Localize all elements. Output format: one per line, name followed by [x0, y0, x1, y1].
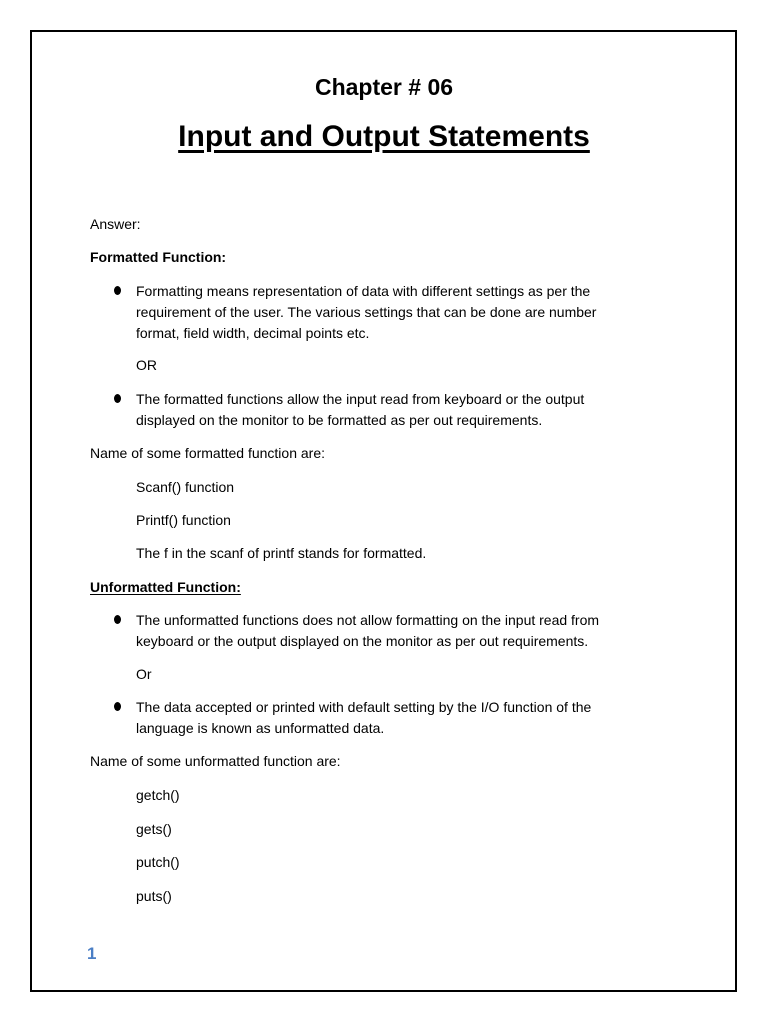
- formatted-item-note: The f in the scanf of printf stands for formatted.: [136, 545, 427, 561]
- formatted-heading: Formatted Function:: [90, 249, 227, 265]
- bullet-icon: [114, 286, 121, 295]
- unformatted-bullet-2-line-2: language is known as unformatted data.: [136, 720, 385, 736]
- formatted-bullet-2-line-1: The formatted functions allow the input read from keyboard or the output: [136, 391, 585, 407]
- unformatted-item-gets: gets(): [136, 821, 172, 837]
- unformatted-heading: Unformatted Function:: [90, 579, 241, 595]
- formatted-bullet-1-line-2: requirement of the user. The various settings that can be done are number: [136, 304, 597, 320]
- unformatted-names-intro: Name of some unformatted function are:: [90, 753, 341, 769]
- formatted-or: OR: [136, 357, 157, 373]
- bullet-icon: [114, 394, 121, 403]
- unformatted-item-puts: puts(): [136, 888, 172, 904]
- formatted-bullet-1-line-1: Formatting means representation of data with different settings as per the: [136, 283, 591, 299]
- answer-label: Answer:: [90, 216, 141, 232]
- bullet-icon: [114, 615, 121, 624]
- unformatted-bullet-1-line-1: The unformatted functions does not allow formatting on the input read from: [136, 612, 600, 628]
- page-number: 1: [87, 944, 97, 963]
- bullet-icon: [114, 702, 121, 711]
- formatted-bullet-2-line-2: displayed on the monitor to be formatted as per out requirements.: [136, 412, 543, 428]
- chapter-heading: Chapter # 06: [314, 74, 454, 100]
- formatted-item-printf: Printf() function: [136, 512, 231, 528]
- unformatted-item-putch: putch(): [136, 854, 180, 870]
- formatted-names-intro: Name of some formatted function are:: [90, 445, 325, 461]
- unformatted-item-getch: getch(): [136, 787, 180, 803]
- formatted-bullet-1-line-3: format, field width, decimal points etc.: [136, 325, 370, 341]
- page-title: Input and Output Statements: [178, 120, 590, 153]
- unformatted-bullet-2-line-1: The data accepted or printed with default setting by the I/O function of the: [136, 699, 592, 715]
- unformatted-or: Or: [136, 666, 152, 682]
- formatted-item-scanf: Scanf() function: [136, 479, 235, 495]
- unformatted-bullet-1-line-2: keyboard or the output displayed on the monitor as per out requirements.: [136, 633, 589, 649]
